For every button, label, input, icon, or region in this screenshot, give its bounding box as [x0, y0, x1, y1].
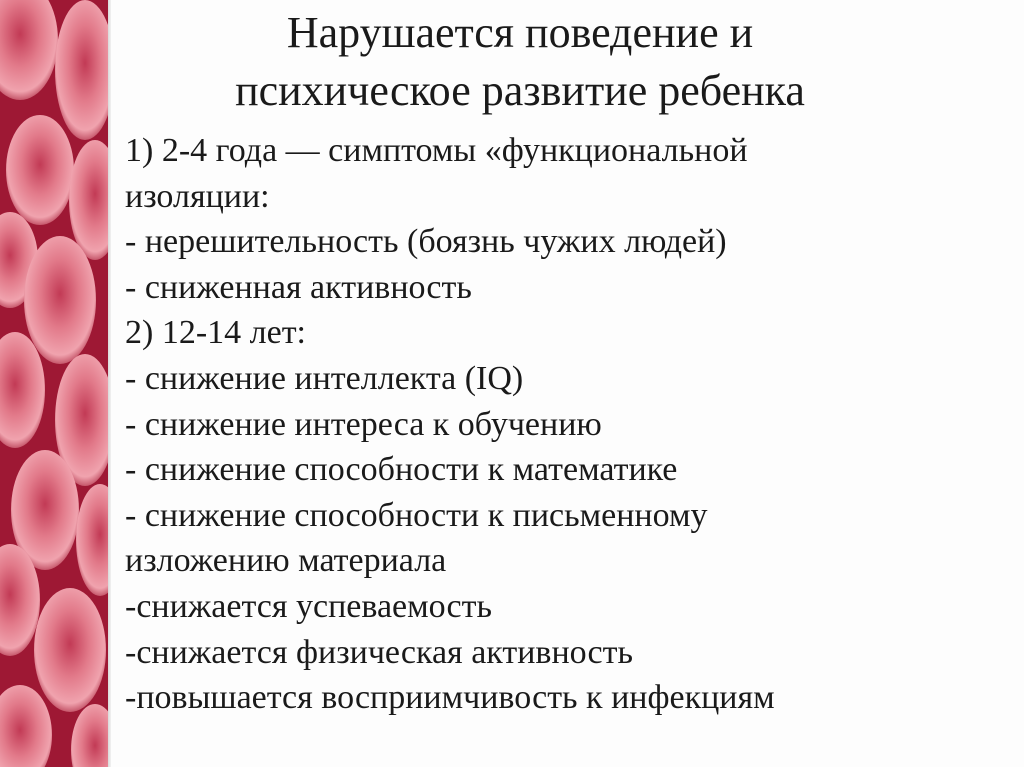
- body-line: - снижение способности к письменному: [125, 496, 708, 534]
- body-line: - снижение интереса к обучению: [125, 405, 602, 443]
- body-line: изоляции:: [125, 177, 270, 215]
- body-line: изложению материала: [125, 542, 447, 580]
- body-line: - снижение интеллекта (IQ): [125, 359, 524, 397]
- body-line: -снижается физическая активность: [125, 633, 633, 671]
- slide-title: [120, 4, 920, 120]
- body-line: - сниженная активность: [125, 268, 472, 306]
- body-line: -повышается восприимчивость к инфекциям: [125, 679, 775, 717]
- body-line: 1) 2-4 года — симптомы «функциональной: [125, 132, 748, 169]
- body-line: - снижение способности к математике: [125, 451, 678, 489]
- body-line: -снижается успеваемость: [125, 587, 492, 625]
- slide-divider: [108, 0, 111, 767]
- title-line: психическое развитие ребенка: [235, 66, 805, 115]
- body-line: - нерешительность (боязнь чужих людей): [125, 223, 727, 261]
- red-blood-cells-image: [0, 0, 108, 767]
- body-line: 2) 12-14 лет:: [125, 314, 307, 352]
- slide-body: [125, 128, 1005, 721]
- title-line: Нарушается поведение и: [286, 8, 754, 57]
